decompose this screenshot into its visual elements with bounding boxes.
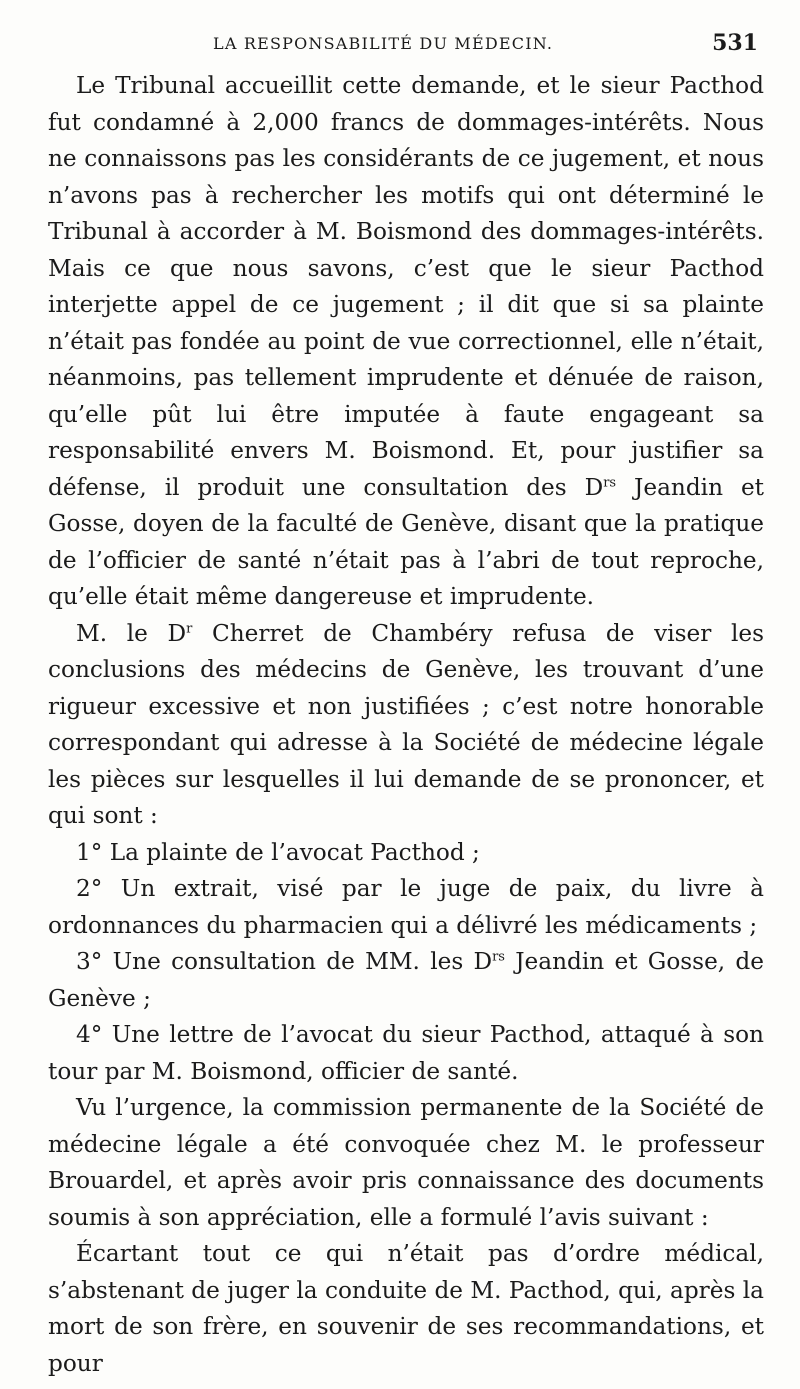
list-item-3: [48, 944, 764, 1017]
paragraph-3: Vu l’urgence, la commission permanente de la Société de médecine légale a été convoquée chez M. le professeur Brouardel, et après avoir pris connaissance des documents soumis à son appréciation, elle a formulé l’avis suivant :: [48, 1094, 764, 1231]
list-item-1: 1° La plainte de l’avocat Pacthod ;: [76, 838, 480, 866]
running-title: LA RESPONSABILITÉ DU MÉDECIN.: [213, 34, 554, 53]
paragraph-2-text-a: M. le D: [76, 619, 187, 647]
paragraph-1: [48, 68, 764, 616]
superscript-drs: rs: [603, 474, 617, 490]
paragraph-1-text-a: Le Tribunal accueillit cette demande, et le sieur Pacthod fut condamné à 2,000 francs de dommages-intérêts. Nous ne connaissons pas les considérants de ce jugement, et nous n’avons pas à rechercher les motifs qui ont déterminé le Tribunal à accorder à M. Boismond des dommages-intérêts. Mais ce que nous savons, c’est que le sieur Pacthod interjette appel de ce jugement ; il dit que si sa plainte n’était pas fondée au point de vue correctionnel, elle n’était, néanmoins, pas tellement imprudente et dénuée de raison, qu’elle pût lui être imputée à faute engageant sa responsabilité envers M. Boismond. Et, pour justifier sa défense, il produit une consultation des D: [48, 72, 764, 501]
list-item-3-text-a: 3° Une consultation de MM. les D: [76, 948, 493, 975]
superscript-dr: r: [186, 620, 193, 636]
list-item-3-text-b: Jeandin et Gosse, de Genève ;: [48, 948, 764, 1012]
page-number: 531: [712, 30, 758, 56]
page-header: [48, 30, 764, 68]
list-item-4: 4° Une lettre de l’avocat du sieur Pacthod, attaqué à son tour par M. Boismond, officier de santé.: [48, 1021, 764, 1085]
paragraph-1-text-b: Jeandin et Gosse, doyen de la faculté de Genève, disant que la pratique de l’officier de santé n’était pas à l’abri de tout reproche, qu’elle était même dangereuse et imprudente.: [48, 473, 764, 610]
body-text: [48, 68, 764, 1382]
paragraph-2: [48, 616, 764, 835]
paragraph-2-text-b: Cherret de Chambéry refusa de viser les conclusions des médecins de Genève, les trouvant d’une rigueur excessive et non justifiées ; c’est notre honorable correspondant qui adresse à la Société de médecine légale les pièces sur lesquelles il lui demande de se prononcer, et qui sont :: [48, 619, 764, 829]
paragraph-4: Écartant tout ce qui n’était pas d’ordre médical, s’abstenant de juger la conduite de M. Pacthod, qui, après la mort de son frère, en souvenir de ses recommandations, et pour: [48, 1240, 764, 1377]
superscript-drs-2: rs: [492, 949, 505, 965]
list-item-2: 2° Un extrait, visé par le juge de paix, du livre à ordonnances du pharmacien qui a délivré les médicaments ;: [48, 875, 764, 939]
